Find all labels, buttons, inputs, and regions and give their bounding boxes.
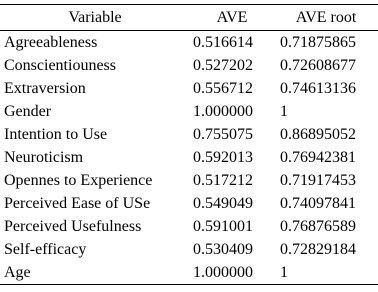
- cell-ave: 0.556712: [193, 79, 253, 97]
- cell-variable: Age: [0, 261, 190, 285]
- cell-variable: Self-efficacy: [4, 240, 87, 258]
- cell-ave-root: 1: [280, 102, 288, 120]
- table-row: [0, 261, 378, 285]
- cell-variable: Agreeableness: [4, 33, 98, 51]
- header-ave: AVE: [190, 5, 274, 31]
- table-body: [0, 31, 378, 285]
- cell-ave-root: 0.72829184: [280, 240, 356, 258]
- ave-table: [0, 4, 378, 285]
- cell-variable: Perceived Ease of USe: [4, 194, 151, 212]
- cell-variable: Conscientiouness: [4, 56, 116, 74]
- cell-ave-root: 0.86895052: [280, 125, 356, 143]
- table-row: [0, 77, 378, 100]
- table-row: [0, 146, 378, 169]
- cell-variable: Gender: [4, 102, 52, 120]
- header-variable: Variable: [0, 5, 190, 31]
- table-row: [0, 215, 378, 238]
- cell-ave: 0.549049: [193, 194, 253, 212]
- header-ave-root: AVE root: [274, 5, 378, 31]
- cell-ave-root: 1: [274, 261, 378, 285]
- cell-ave-root: 0.74613136: [280, 79, 356, 97]
- cell-ave: 0.530409: [193, 240, 253, 258]
- cell-ave-root: 0.71917453: [280, 171, 356, 189]
- cell-ave: 0.516614: [193, 33, 253, 51]
- ave-table-container: [0, 4, 378, 285]
- cell-ave-root: 0.72608677: [280, 56, 356, 74]
- cell-ave: 0.591001: [193, 217, 253, 235]
- table-row: [0, 192, 378, 215]
- table-row: [0, 169, 378, 192]
- header-row: [0, 5, 378, 31]
- cell-ave: 1.000000: [193, 102, 253, 120]
- cell-ave: 1.000000: [190, 261, 274, 285]
- cell-ave-root: 0.71875865: [280, 33, 356, 51]
- table-header: [0, 5, 378, 31]
- table-row: [0, 31, 378, 55]
- cell-ave-root: 0.76942381: [280, 148, 356, 166]
- cell-variable: Perceived Usefulness: [4, 217, 142, 235]
- cell-variable: Intention to Use: [4, 125, 108, 143]
- cell-ave: 0.755075: [193, 125, 253, 143]
- table-row: [0, 54, 378, 77]
- cell-ave: 0.592013: [193, 148, 253, 166]
- table-row: [0, 100, 378, 123]
- cell-variable: Neuroticism: [4, 148, 84, 166]
- table-row: [0, 123, 378, 146]
- cell-variable: Opennes to Experience: [4, 171, 153, 189]
- cell-ave-root: 0.74097841: [280, 194, 356, 212]
- cell-ave: 0.527202: [193, 56, 253, 74]
- cell-variable: Extraversion: [4, 79, 86, 97]
- cell-ave: 0.517212: [193, 171, 253, 189]
- table-row: [0, 238, 378, 261]
- cell-ave-root: 0.76876589: [280, 217, 356, 235]
